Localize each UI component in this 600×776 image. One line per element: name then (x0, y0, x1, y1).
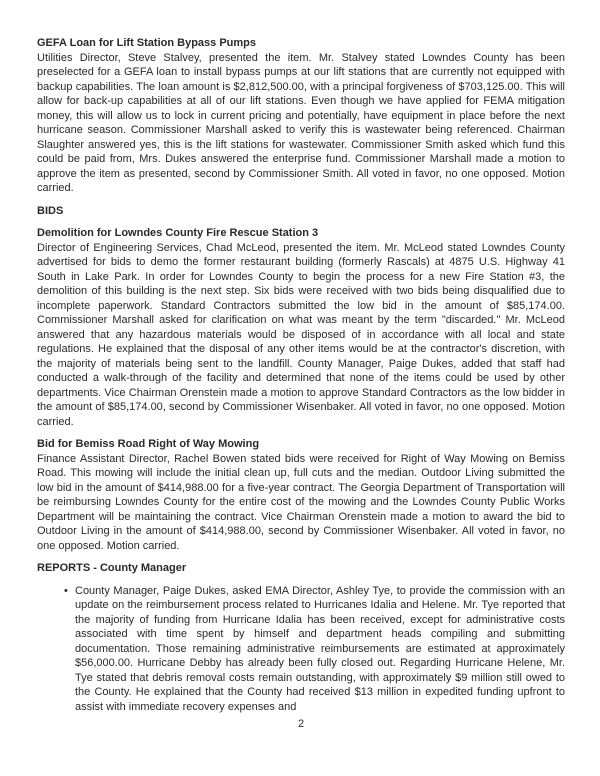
section-heading: BIDS (37, 204, 64, 217)
reports-bullet-list (37, 584, 565, 715)
section-heading: Demolition for Lowndes County Fire Rescue Station 3 (37, 227, 319, 239)
section-reports-county-manager (37, 561, 565, 714)
section-body: Director of Engineering Services, Chad McLeod, presented the item. Mr. McLeod stated Lowndes County advertised for bids to demo the former restaurant building (formerly Rascals) at 4875 U.S. Highway 41 South in Lake Park. In order for Lowndes County to begin the process for a new Fire Station #3, the demolition of this building is the next step. Six bids were received with two bids being disqualified due to incomplete paperwork. Standard Contractors submitted the low bid in the amount of $85,174.00. Commissioner Marshall asked for clarification on what was meant by the term "discarded." Mr. McLeod answered that any hazardous materials would be disposed of in accordance with all local and state regulations. He explained that the disposal of any other items would be at the contractor's discretion, with the majority of materials being sent to the landfill. County Manager, Paige Dukes, added that staff had conducted a walk-through of the facility and determined that none of the items could be used by other departments. Vice Chairman Orenstein made a motion to approve Standard Contractors as the low bidder in the amount of $85,174.00, second by Commissioner Wisenbaker. All voted in favor, no one opposed. Motion carried. (37, 241, 565, 428)
section-heading: Bid for Bemiss Road Right of Way Mowing (37, 438, 260, 450)
section-heading: GEFA Loan for Lift Station Bypass Pumps (37, 37, 257, 49)
section-bemiss-road-mowing (37, 437, 565, 553)
section-demolition-fire-rescue-station-3 (37, 226, 565, 429)
bullet-item: • County Manager, Paige Dukes, asked EMA Director, Ashley Tye, to provide the commission with an update on the reimbursement process related to Hurricanes Idalia and Helene. Mr. Tye reported that the majority of funding from Hurricane Idalia has been received, except for administrative costs associated with time spent by himself and department heads compiling and submitting documentation. Those remaining administrative reimbursements are estimated at approximately $56,000.00. Hurricane Debby has already been fully closed out. Regarding Hurricane Helene, Mr. Tye stated that debris removal costs remain outstanding, with approximately $9 million still owed to the County. He explained that the County had received $13 million in expedited funding upfront to assist with immediate recovery expenses and (75, 584, 565, 715)
section-body: Utilities Director, Steve Stalvey, presented the item. Mr. Stalvey stated Lowndes County has been preselected for a GEFA loan to install bypass pumps at our lift stations that are currently not equipped with backup capabilities. The loan amount is $2,812,500.00, with a principal forgiveness of $703,125.00. This will allow for back-up capabilities at all of our lift stations. Even though we have applied for FEMA mitigation money, this will allow us to lock in current pricing and potentially, have equipment in place before the next hurricane season. Commissioner Marshall asked to verify this is wastewater being referenced. Chairman Slaughter answered yes, this is the lift stations for wastewater. Commissioner Smith asked which fund this could be paid from, Mrs. Dukes answered the enterprise fund. Commissioner Marshall made a motion to approve the item as presented, second by Commissioner Smith. All voted in favor, no one opposed. Motion carried. (37, 51, 565, 194)
page-number: 2 (297, 718, 305, 730)
section-bids (37, 204, 565, 219)
section-gefa-loan (37, 36, 565, 196)
section-heading: REPORTS - County Manager (37, 562, 187, 574)
section-body: Finance Assistant Director, Rachel Bowen stated bids were received for Right of Way Mowing on Bemiss Road. This mowing will include the initial clean up, full cuts and the median. Outdoor Living submitted the low bid in the amount of $414,988.00 for a five-year contract. The Georgia Department of Transportation will be reimbursing Lowndes County for the entire cost of the mowing and the Lowndes County Public Works Department will be maintaining the contract. Vice Chairman Orenstein made a motion to award the bid to Outdoor Living in the amount of $414,988.00, second by Commissioner Wisenbaker. All voted in favor, no one opposed. Motion carried. (37, 452, 565, 552)
